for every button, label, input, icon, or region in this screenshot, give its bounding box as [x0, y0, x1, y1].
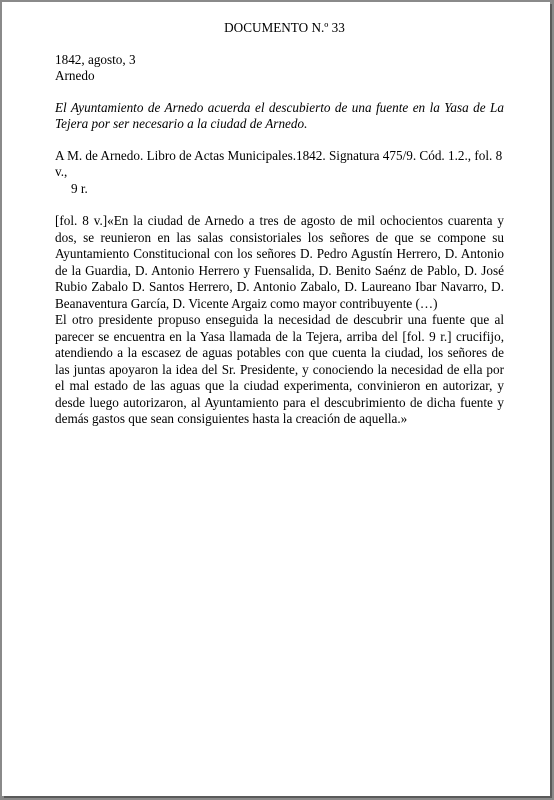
source-line-2: 9 r. — [71, 180, 88, 196]
source-line-1: A M. de Arnedo. Libro de Actas Municipales.1842. Signatura 475/9. Cód. 1.2., fol. 8 v., — [55, 147, 503, 179]
document-place: Arnedo — [55, 68, 95, 83]
archival-source — [55, 148, 504, 198]
transcription-paragraph-1: [fol. 8 v.]«En la ciudad de Arnedo a tres de agosto de mil ochocientos cuarenta y dos, se reunieron en las salas consistoriales los señores de que se compone su Ayuntamiento Constitucional con los señores D. Pedro Agustín Herrero, D. Antonio de la Guardia, D. Antonio Herrero y Fuensalida, D. Benito Saénz de Pablo, D. José Rubio Zabalo D. Santos Herrero, D. Antonio Zabalo, D. Laureano Ibar Navarro, D. Beanaventura García, D. Vicente Argaiz como mayor contribuyente (…) — [55, 213, 504, 311]
document-content — [55, 20, 504, 428]
document-title: DOCUMENTO N.º 33 — [224, 20, 345, 35]
transcription-paragraph-2: El otro presidente propuso enseguida la necesidad de descubrir una fuente que al parecer se encuentra en la Yasa llamada de la Tejera, arriba del [fol. 9 r.] crucifijo, atendiendo a la escasez de aguas potables con que cuenta la ciudad, los señores de las juntas apoyaron la idea del Sr. Presidente, y conociendo la necesidad de ella por el mal estado de las aguas que la ciudad experimenta, convinieron en autorizar, y desde luego autorizaron, al Ayuntamiento para el descubrimiento de dicha fuente y demás gastos que sean consiguientes hasta la creación de aquella.» — [55, 312, 504, 426]
document-date: 1842, agosto, 3 — [55, 51, 136, 67]
document-page — [2, 2, 550, 796]
document-summary: El Ayuntamiento de Arnedo acuerda el descubierto de una fuente en la Yasa de La Tejera por ser necesario a la ciudad de Arnedo. — [55, 99, 504, 131]
